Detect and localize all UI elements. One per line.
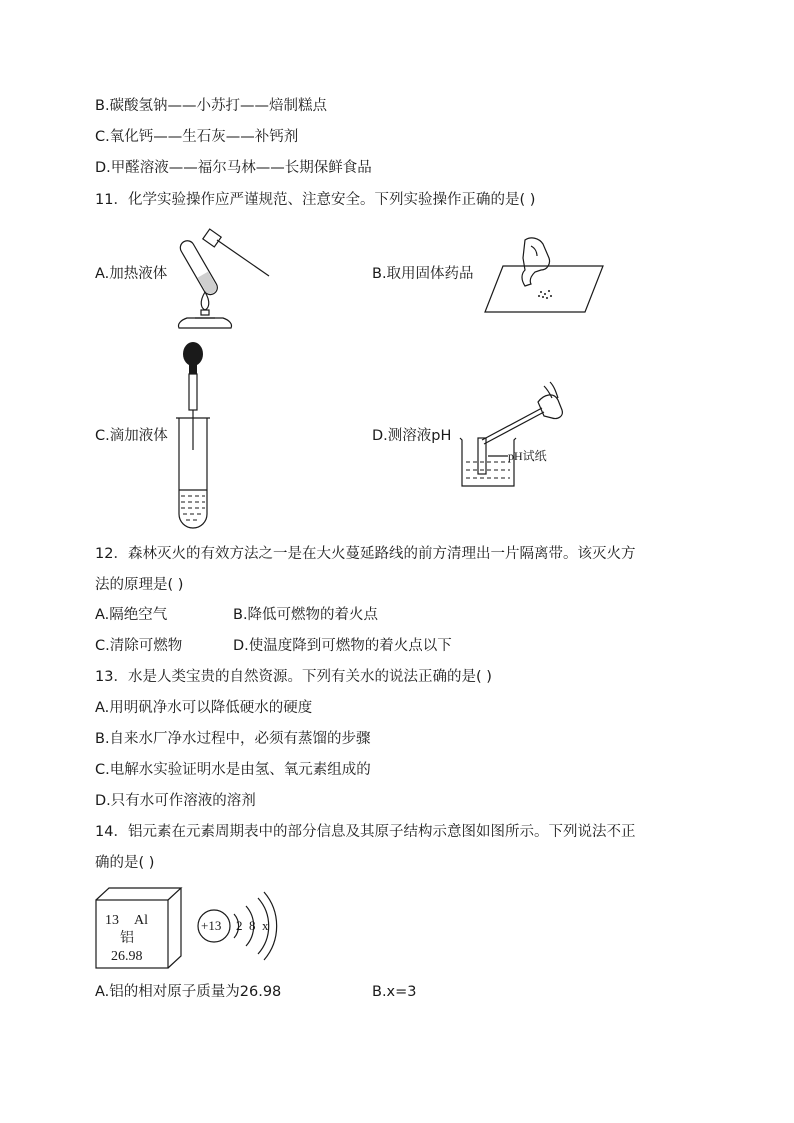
q10-option-c: C.氧化钙——生石灰——补钙剂: [95, 129, 299, 145]
q14-option-a: A.铝的相对原子质量为26.98: [95, 984, 282, 1000]
shell-1-electrons: 2: [236, 918, 243, 933]
element-name: 铝: [120, 931, 134, 946]
shell-3-electrons: x: [262, 918, 269, 933]
element-atomic-mass: 26.98: [111, 949, 143, 964]
q12-option-a: A.隔绝空气: [95, 607, 168, 623]
q11-option-a: A.加热液体: [95, 266, 168, 282]
q11-option-b: B.取用固体药品: [372, 266, 474, 282]
q10-option-b: B.碳酸氢钠——小苏打——焙制糕点: [95, 98, 328, 114]
ph-paper-label: pH试纸: [508, 449, 547, 463]
solid-medicine-illustration: [485, 236, 605, 316]
q13-stem: 13．水是人类宝贵的自然资源。下列有关水的说法正确的是( ): [95, 669, 492, 685]
element-number: 13: [105, 913, 119, 928]
element-symbol: Al: [134, 913, 148, 928]
shell-2-electrons: 8: [249, 918, 256, 933]
heating-liquid-illustration: [165, 222, 275, 330]
q11-option-d: D.测溶液pH: [372, 428, 452, 444]
q13-option-b: B.自来水厂净水过程中，必须有蒸馏的步骤: [95, 731, 371, 747]
q12-option-b: B.降低可燃物的着火点: [233, 607, 379, 623]
q14-option-b: B.x=3: [372, 984, 417, 1000]
q13-option-d: D.只有水可作溶液的溶剂: [95, 793, 256, 809]
q12-stem-line2: 法的原理是( ): [95, 577, 184, 593]
q13-option-c: C.电解水实验证明水是由氢、氧元素组成的: [95, 762, 371, 778]
q11-option-c: C.滴加液体: [95, 428, 168, 444]
dropper-illustration: [175, 338, 215, 528]
q12-stem-line1: 12．森林灭火的有效方法之一是在大火蔓延路线的前方清理出一片隔离带。该灭火方: [95, 546, 636, 562]
q10-option-d: D.甲醛溶液——福尔马林——长期保鲜食品: [95, 160, 372, 176]
nucleus-charge: +13: [201, 918, 222, 933]
q12-option-c: C.清除可燃物: [95, 638, 183, 654]
q14-stem-line2: 确的是( ): [95, 855, 155, 871]
ph-test-illustration: [458, 378, 568, 490]
q13-option-a: A.用明矾净水可以降低硬水的硬度: [95, 700, 313, 716]
q11-stem: 11．化学实验操作应严谨规范、注意安全。下列实验操作正确的是( ): [95, 192, 536, 208]
q12-option-d: D.使温度降到可燃物的着火点以下: [233, 638, 452, 654]
q14-stem-line1: 14．铝元素在元素周期表中的部分信息及其原子结构示意图如图所示。下列说法不正: [95, 824, 636, 840]
